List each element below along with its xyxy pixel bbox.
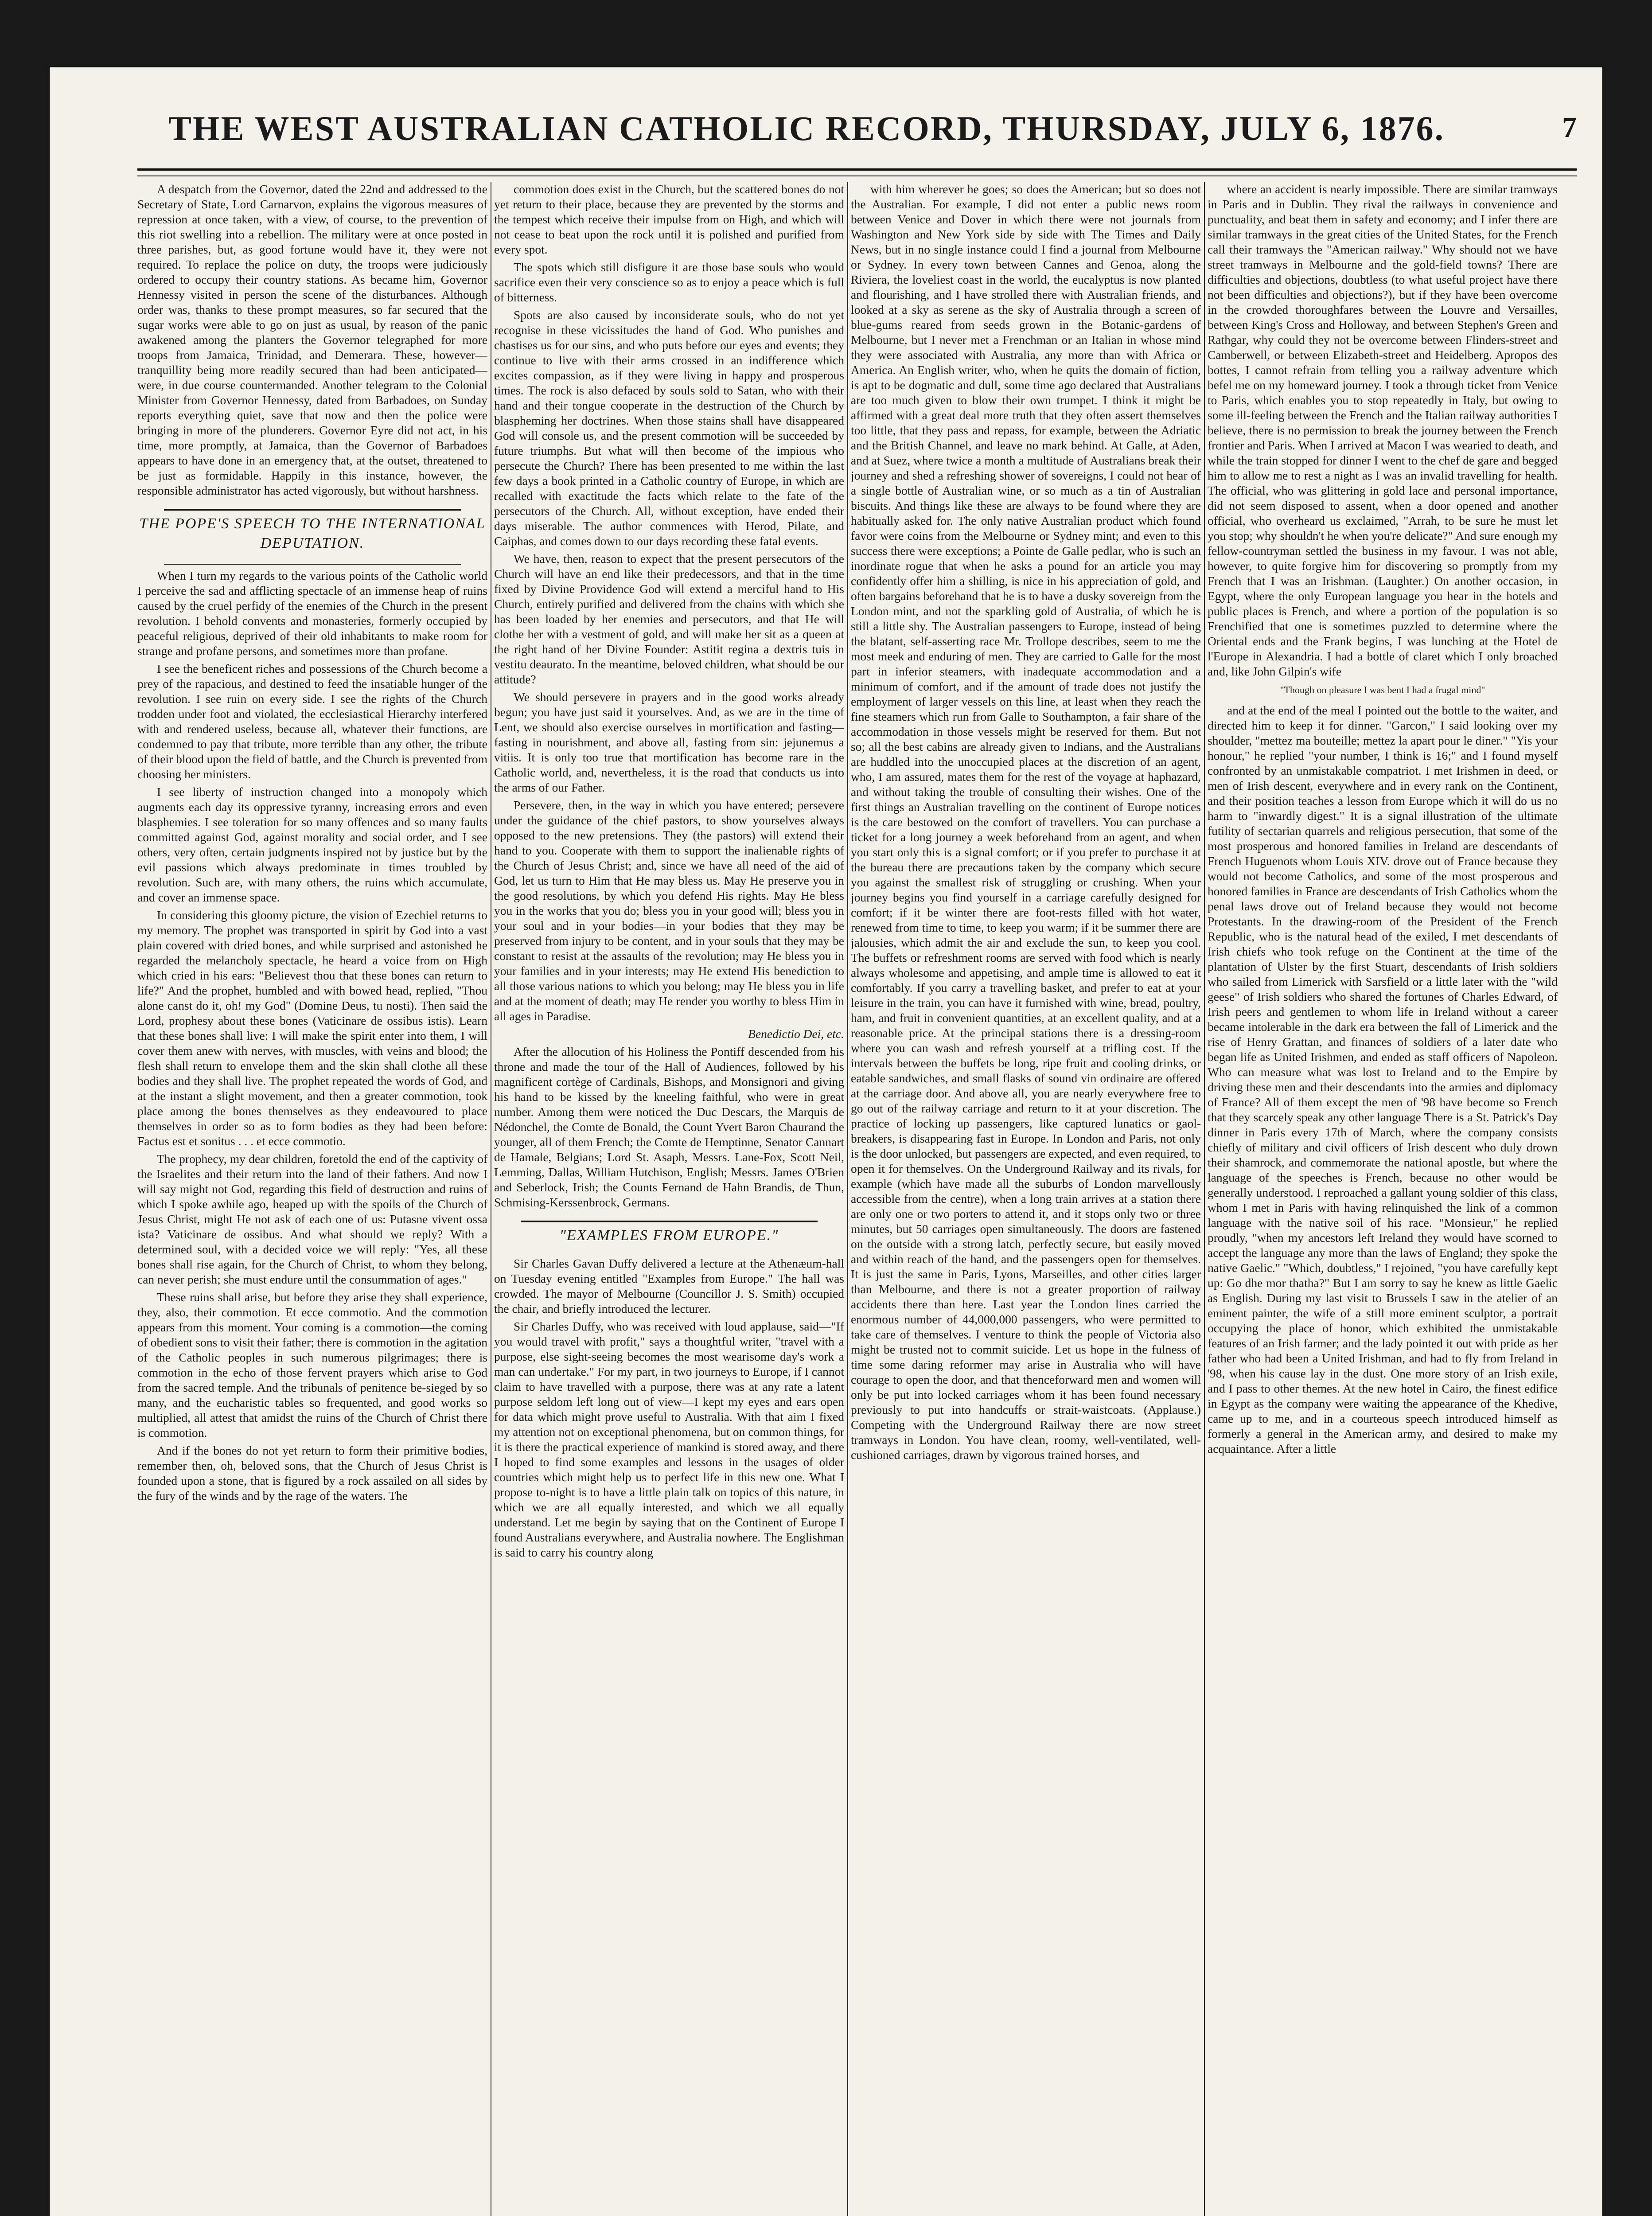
article-headline: THE POPE'S SPEECH TO THE INTERNATIONAL DEPUTATION. — [139, 515, 486, 551]
article-paragraph: Sir Charles Duffy, who was received with loud applause, said—"If you would travel with profit," says a thoughtful writer, "travel with a purpose, else sight-seeing becomes the most wearisome day's work a man can undertake." For my part, in two journeys to Europe, if I cannot claim to have travelled with a purpose, there was at any rate a latent purpose seldom left long out of view—I kept my eyes and ears open for data which might prove useful to Australia. With that aim I fixed my attention not on exceptional phenomena, but on common things, for it is there the practical experience of mankind is stored away, and there I hoped to find some examples and lessons in the usages of older countries which might help us to perfect life in this new one. What I propose to-night is to have a little plain talk on topics of this nature, in which we are all equally interested, and which we all equally understand. Let me begin by saying that on the Continent of Europe I found Australians everywhere, and Australia nowhere. The Englishman is said to carry his country along — [494, 1319, 844, 1559]
page-header-title: THE WEST AUSTRALIAN CATHOLIC RECORD, THURSDAY, JULY 6, 1876. — [168, 109, 1445, 148]
article-paragraph: Spots are also caused by inconsiderate souls, who do not yet recognise in these vicissitudes the hand of God. Who punishes and chastises us for our sins, and who puts before our eyes and events; they continue to live with their arms crossed in an indifference which excites compassion, as if they were living in happy and prosperous times. The rock is also defaced by souls sold to Satan, who with their hand and their tongue cooperate in the destruction of the Church by blaspheming her doctrines. When those stains shall have disappeared God will console us, and the present commotion will be succeeded by future triumphs. But what will then become of the impious who persecute the Church? There has been presented to me within the last few days a book printed in a Catholic country of Europe, in which are recalled with exactitude the facts which relate to the fate of the persecutors of the Church. All, without exception, have ended their days miserable. The author commences with Herod, Pilate, and Caiphas, and comes down to our days recording these fatal events. — [494, 308, 844, 548]
article-separator — [521, 1221, 818, 1222]
article-paragraph: The prophecy, my dear children, foretold the end of the captivity of the Israelites and their return into the land of their fathers. And now I will say might not God, regarding this field of destruction and ruins of which I spoke awhile ago, heaped up with the spoils of the Church of Jesus Christ, might He not ask of each one of us: Putasne vivent ossa ista? Vaticinare de ossibus. And what should we reply? With a determined soul, with a decided voice we will reply: "Yes, all these bones shall rise again, for the Church of Christ, to whom they belong, can never perish; she must endure until the consummation of ages." — [137, 1152, 487, 1286]
article-paragraph: where an accident is nearly impossible. There are similar tramways in Paris and in Dublin. They rival the railways in convenience and punctuality, and beat them in safety and economy; and I infer there are similar tramways in the great cities of the United States, for the French call their tramways the "American railway." Why should not we have street tramways in Melbourne and the gold-field towns? There are difficulties and objections, doubtless (to what useful project have there not been difficulties and objections?), but if they have been overcome in the crowded thoroughfares between the Louvre and Versailles, between King's Cross and Holloway, and between Stephen's Green and Rathgar, why could they not be overcome between Flinders-street and Camberwell, or between Elizabeth-street and Heidelberg. Apropos des bottes, I cannot refrain from telling you a railway adventure which befel me on my homeward journey. I took a through ticket from Venice to Paris, which enables you to stop repeatedly in Italy, but owing to some ill-feeling between the French and the Italian railway authorities I believe, there is no permission to break the journey between the French frontier and Paris. When I arrived at Macon I was wearied to death, and while the train stopped for dinner I went to the chef de gare and begged him to allow me to rest a night as I was an invalid travelling for health. The official, who was glittering in gold lace and personal importance, did not seem disposed to assent, when a door opened and another official, who overheard us exclaimed, "Arrah, to be sure he must let you stop; why shouldn't he when you're delicate?" And sure enough my fellow-countryman settled the business in my favour. I was not able, however, to quite forgive him for discovering so promptly from my French that I was an Irishman. (Laughter.) On another occasion, in Egypt, where the only European language you hear in the hotels and public places is French, and where a portion of the population is so Frenchified that one is sometimes puzzled to determine where the Oriental ends and the Frank begins, I was lunching at the Hotel de l'Europe in Alexandria. I had a bottle of claret which I only broached and, like John Gilpin's wife — [1208, 182, 1558, 678]
column-divider — [1204, 182, 1205, 2216]
article-paragraph: A despatch from the Governor, dated the 22nd and addressed to the Secretary of State, Lord Carnarvon, explains the vigorous measures of repression at once taken, with a view, of course, to the prevention of this riot swelling into a rebellion. The military were at once posted in three parishes, but, as good fortune would have it, they were not required. To replace the police on duty, the troops were judiciously ordered to occupy their country stations. As became him, Governor Hennessy visited in person the scene of the disturbances. Although order was, thanks to these prompt measures, so far secured that the sugar works were able to go on just as usual, by reason of the panic awakened among the planters the Governor telegraphed for more troops from Jamaica, Trinidad, and Demerara. These, however—tranquillity being more readily secured than had been anticipated—were, in due course countermanded. Another telegram to the Colonial Minister from Governor Hennessy, dated from Barbadoes, on Sunday reports everything quiet, save that now and then the police were bringing in more of the plunderers. Governor Eyre did not act, in his time, more promptly, at Jamaica, than the Governor of Barbadoes appears to have done in an emergency that, at the outset, threatened to be just as formidable. Happily in this instance, however, the responsible administrator has acted vigorously, but without harshness. — [137, 182, 487, 497]
article-paragraph: I see the beneficent riches and possessions of the Church become a prey of the rapacious, and destined to feed the insatiable hunger of the revolution. I see ruin on every side. I see the rights of the Church trodden under foot and violated, the ecclesiastical Hierarchy interfered with and rendered useless, because all, whatever their functions, are condemned to pay that tribute, more terrible than any other, the tribute of their blood upon the field of battle, and the Church is prevented from choosing her ministers. — [137, 662, 487, 781]
article-paragraph: In considering this gloomy picture, the vision of Ezechiel returns to my memory. The prophet was transported in spirit by God into a vast plain covered with dried bones, and while surprised and astonished he regarded the melancholy spectacle, he heard a voice from on High which cried in his ears: "Believest thou that these bones can return to life?" And the prophet, humbled and with bowed head, replied, "Thou alone canst do it, oh! my God" (Domine Deus, tu nosti). Then said the Lord, prophesy about these bones (Vaticinare de ossibus istis). Learn that these bones shall live: I will make the spirit enter into them, I will cover them anew with nerves, with muscles, with veins and blood; the flesh shall return to envelope them and the skin shall clothe all these bodies and they shall live. The prophet repeated the words of God, and at the instant a slight movement, and then a greater commotion, took place among the bones themselves as they endeavoured to place themselves in order so as to form bodies as they had been before: Factus est et sonitus . . . et ecce commotio. — [137, 908, 487, 1148]
article-paragraph: Persevere, then, in the way in which you have entered; persevere under the guidance of the chief pastors, to show yourselves always opposed to the new pretensions. They (the pastors) will extend their hand to you. Cooperate with them to support the inalienable rights of the Church of Jesus Christ; and, since we have all need of the aid of God, let us turn to Him that He may bless us. May He preserve you in the good resolutions, by which you defend His rights. May He bless you in the works that you do; bless you in your good will; bless you in your soul and in your bodies—in your bodies that they may be preserved from injury to be content, and in your souls that they may be constant to resist at the assaults of the revolution; may He bless you in your families and in your interests; may He extend His benediction to all those various nations to which you belong; may He bless you in life and at the moment of death; may He render you worthy to bless Him in all ages in Paradise. — [494, 798, 844, 1023]
headline-underline — [164, 564, 461, 565]
column-1 — [137, 182, 487, 2216]
article-paragraph: and at the end of the meal I pointed out the bottle to the waiter, and directed him to keep it for dinner. "Garcon," I said looking over my shoulder, "mettez ma bouteille; mettez la apart pour le diner." "Yis your honour," he replied "your number, I think is 16;" and I found myself confronted by an unmistakable compatriot. I met Irishmen in deed, or men of Irish descent, everywhere and in every rank on the Continent, and their position teaches a lesson from Europe which it will do us no harm to "inwardly digest." It is a signal illustration of the ultimate futility of sectarian quarrels and religious persecution, that some of the most prosperous and honored families in Ireland are descendants of French Huguenots whom Louis XIV. drove out of France because they would not become Catholics, and some of the most prosperous and honored families in France are descendants of Irish Catholics whom the penal laws drove out of Ireland because they would not become Protestants. In the drawing-room of the President of the French Republic, who is the natural head of the exiled, I met descendants of Irish chiefs who took refuge on the Continent at the time of the plantation of Ulster by the first Stuart, descendants of Irish soldiers who sailed from Limerick with Sarsfield or a little later with the "wild geese" of Irish soldiers who shared the fortunes of Charles Edward, of Irish peers and gentlemen to whom life in Ireland without a career became intolerable in the dark era between the fall of Limerick and the rise of Henry Grattan, and finances of soldiers of a later date who began life as United Irishmen, and ended as staff officers of Napoleon. Who can measure what was lost to Ireland and to the Empire by driving these men and their descendants into the armies and diplomacy of France? All of them except the men of '98 have become so French that they scarcely speak any other language There is a St. Patrick's Day dinner in Paris every 17th of March, where the company consists chiefly of military and civil officers of Irish descent who duly drown their shamrock, and commemorate the national apostle, but where the language of the speeches is French, because no other would be generally understood. I reproached a gallant young soldier of this class, whom I met in Paris with having relinquished the link of a common language with the native soil of his race. "Monsieur," he replied proudly, "when my ancestors left Ireland they would have scorned to accept the language any more than the laws of England; they spoke the native Gaelic." "Which, doubtless," I rejoined, "you have carefully kept up: Go dhe mor thatha?" But I am sorry to say he knew as little Gaelic as English. During my last visit to Brussels I saw in the atelier of an eminent painter, the wife of a still more eminent sculptor, a portrait occupying the place of honor, which exhibited the unmistakable features of an Irish farmer; and the lady pointed it out with pride as her father who had been a United Irishman, and had to fly from Ireland in '98, when his cause lay in the dust. One more story of an Irish exile, and I pass to other themes. At the new hotel in Cairo, the finest edifice in Egypt as the company were waiting the appearance of the Khedive, came up to me, and in a courteous speech introduced himself as formerly a general in the American army, and desired to make my acquaintance. After a little — [1208, 703, 1558, 1455]
article-paragraph: These ruins shall arise, but before they arise they shall experience, they, also, their commotion. Et ecce commotio. And the commotion appears from this moment. Your coming is a commotion—the coming of obedient sons to visit their father; there is commotion in the agitation of the Catholic peoples in such numerous pilgrimages; there is commotion in the echo of those fervent prayers which arise to God from the sacred temple. And the tribunals of penitence be-sieged by so many, and the eucharistic tables so frequented, and good works so multiplied, all attest that amidst the ruins of the Church of Christ there is commotion. — [137, 1290, 487, 1440]
columns — [137, 182, 1577, 2216]
article-paragraph: We have, then, reason to expect that the present persecutors of the Church will have an end like their predecessors, and that in the time fixed by Divine Providence God will extend a merciful hand to His Church, entirely purified and delivered from the chains with which she has been loaded by her enemies and persecutors, and that He will clothe her with a vestment of gold, and will make her sit as a queen at the right hand of her Divine Founder: Astitit regina a dextris tuis in vestitu deaurato. In the meantime, beloved children, what should be our attitude? — [494, 552, 844, 686]
article-paragraph: Sir Charles Gavan Duffy delivered a lecture at the Athenæum-hall on Tuesday evening entitled "Examples from Europe." The hall was crowded. The mayor of Melbourne (Councillor J. S. Smith) occupied the chair, and briefly introduced the lecturer. — [494, 1256, 844, 1315]
article-paragraph: After the allocution of his Holiness the Pontiff descended from his throne and made the tour of the Hall of Audiences, followed by his magnificent cortège of Cardinals, Bishops, and Monsignori and giving his hand to be kissed by the kneeling faithful, who were in great number. Among them were noticed the Duc Descars, the Marquis de Nédonchel, the Comte de Bonald, the Count Yvert Baron Chaurand the younger, all of them French; the Comte de Hemptinne, Senator Cannart de Hamale, Belgians; Lord St. Asaph, Messrs. Lane-Fox, Scott Neil, Lemming, Dallas, William Hutchison, English; Messrs. James O'Brien and Seberlock, Irish; the Counts Fernand de Hahn Brandis, de Thun, Schmising-Kerssenbrock, Germans. — [494, 1045, 844, 1209]
newspaper-page — [49, 66, 1603, 2216]
article-separator — [164, 509, 461, 511]
column-4 — [1208, 182, 1558, 2216]
article-headline: "EXAMPLES FROM EUROPE." — [559, 1227, 779, 1244]
article-paragraph: commotion does exist in the Church, but the scattered bones do not yet return to their place, because they are prevented by the storms and the tempest which receive their impulse from on High, and which will not cease to beat upon the rock until it is polished and purified from every spot. — [494, 182, 844, 256]
article-paragraph: When I turn my regards to the various points of the Catholic world I perceive the sad and afflicting spectacle of an immense heap of ruins caused by the cruel perfidy of the enemies of the Church in the present revolution. I behold convents and monasteries, formerly occupied by peaceful religious, deprived of their old inhabitants to make room for strange and profane persons, and sometimes more than profane. — [137, 569, 487, 658]
column-3 — [851, 182, 1201, 2216]
article-paragraph: Benedictio Dei, etc. — [748, 1027, 844, 1041]
column-2 — [494, 182, 844, 2216]
article-paragraph: We should persevere in prayers and in the good works already begun; you have just said it yourselves. And, as we are in the time of Lent, we should also exercise ourselves in mortification and fasting—fasting in nourishment, and above all, fasting from sin: jejunemus a vitiis. It is only too true that mortification has become rare in the Catholic world, and, nevertheless, it is the road that conducts us into the arms of our Father. — [494, 690, 844, 794]
header-rule — [137, 168, 1577, 171]
article-paragraph: And if the bones do not yet return to form their primitive bodies, remember then, oh, beloved sons, that the Church of Jesus Christ is founded upon a stone, that is figured by a rock assailed on all sides by the fury of the winds and by the rage of the waters. The — [137, 1444, 487, 1502]
verse-quote: "Though on pleasure I was bent I had a frugal mind" — [1280, 684, 1485, 695]
column-divider — [847, 182, 848, 2216]
article-paragraph: I see liberty of instruction changed into a monopoly which augments each day its oppressive tyranny, increasing errors and even blasphemies. I see toleration for so many offences and so many faults committed against God, against morality and social order, and I see others, very often, certain judgments inspired not by justice but by the evil passions which always predominate in times troubled by revolution. Such are, with many others, the ruins which accumulate, and cover an immense space. — [137, 785, 487, 904]
article-paragraph: with him wherever he goes; so does the American; but so does not the Australian. For example, I did not enter a public news room between Venice and Dover in which there were not journals from Washington and New York side by side with The Times and Daily News, but in no single instance could I find a journal from Melbourne or Sydney. In every town between Cannes and Genoa, along the Riviera, the loveliest coast in the world, the eucalyptus is now planted and flourishing, and I have strolled there with Australian friends, and looked at a sky as serene as the sky of Australia through a screen of blue-gums reared from seeds grown in the Botanic-gardens of Melbourne, but I never met a Frenchman or an Italian in whose mind they were associated with Australia, any more than with Africa or America. An English writer, who, when he quits the domain of fiction, is apt to be dogmatic and dull, some time ago declared that Australians are too much given to blow their own trumpet. I think it might be affirmed with a great deal more truth that they often assert themselves too little, that they pass and repass, for example, between the Adriatic and the British Channel, and leave no mark behind. At Galle, at Aden, and at Suez, where twice a month a multitude of Australians break their journey and shed a refreshing shower of sovereigns, I could not hear of a single bottle of Australian wine, or so much as a tin of Australian biscuits. And things like these are always to be found where they are habitually asked for. The only native Australian product which found favor were coins from the Melbourne or Sydney mint; and even to this success there were exceptions; a Pointe de Galle pedlar, who is such an inordinate rogue that when he asks a pound for an article you may confidently offer him a shilling, is nice in his appreciation of gold, and often bargains beforehand that he is to have a dusky sovereign from the London mint, and not the sparkling gold of Australia, of which he is still a little shy. The Australian passengers to Europe, instead of being the blatant, self-asserting race Mr. Trollope describes, seem to me the most meek and enduring of men. They are carried to Galle for the most part in inferior steamers, with inadequate accommodation and a minimum of comfort, and if the amount of trade does not justify the employment of larger vessels on this line, at least when they reach the fine steamers which run from Galle to Southampton, a fair share of the accommodation in those vessels might be reserved for them. But not so; all the best cabins are already given to Indians, and the Australians are huddled into the unoccupied places at the discretion of an agent, who, I am assured, mates them for the rest of the voyage at haphazard, and without taking the trouble of consulting their wishes. One of the first things an Australian travelling on the continent of Europe notices is the care bestowed on the comfort of travellers. You can purchase a ticket for a long journey a week beforehand from an agent, and when you start only this is a signal comfort; or if you prefer to purchase it at the bureau there are precautions taken by the company which secure you against the smallest risk of struggling or crushing. When your journey begins you find yourself in a carriage carefully designed for comfort; if it be winter there are foot-rests filled with hot water, renewed from time to time, to keep you warm; if it be summer there are jalousies, which admit the air and exclude the sun, to keep you cool. The buffets or refreshment rooms are served with food which is nearly always wholesome and appetising, and ample time is allowed to eat it comfortably. If you carry a travelling basket, and prefer to eat at your leisure in the train, you can have it furnished with wine, bread, poultry, ham, and fruit in convenient quantities, at an excellent quality, and at a reasonable price. At the principal stations there is a dressing-room where you can wash and refresh yourself at a trifling cost. If the intervals between the buffets be long, ripe fruit and cooling drinks, or eatable sandwiches, and small flasks of sound vin ordinaire are offered at the carriage door. And above all, you are nearly everywhere free to go out of the railway carriage and return to it at your discretion. The practice of locking up passengers, like captured lunatics or gaol-breakers, is disappearing fast in Europe. In London and Paris, not only is the door unlocked, but passengers are expected, and even required, to open it for themselves. On the Underground Railway and its rivals, for example (which have made all the suburbs of London marvellously accessible from the centre), when a long train arrives at a station there are only one or two porters to attend it, and it stops only two or three minutes, but 50 carriages open simultaneously. The doors are fastened on the outside with a strong latch, perfectly secure, but easily moved and within reach of the hand, and the passengers open for themselves. It is just the same in Paris, Lyons, Marseilles, and other cities larger than Melbourne, and there is not a greater proportion of railway accidents there than here. Last year the London lines carried the enormous number of 44,000,000 passengers, who were permitted to take care of themselves. I venture to think the people of Victoria also might be trusted not to commit suicide. Let us hope in the fulness of time some daring reformer may arise in Australia who will have courage to open the door, and that thenceforward men and women will only be put into locked carriages whom it has been found necessary previously to put into handcuffs or strait-waistcoats. (Applause.) Competing with the Underground Railway there are now street tramways in London. You have clean, roomy, well-ventilated, well-cushioned carriages, drawn by vigorous trained horses, and — [851, 182, 1201, 1462]
page-number: 7 — [1562, 111, 1577, 144]
article-paragraph: The spots which still disfigure it are those base souls who would sacrifice even their very conscience so as to enjoy a peace which is full of bitterness. — [494, 260, 844, 304]
